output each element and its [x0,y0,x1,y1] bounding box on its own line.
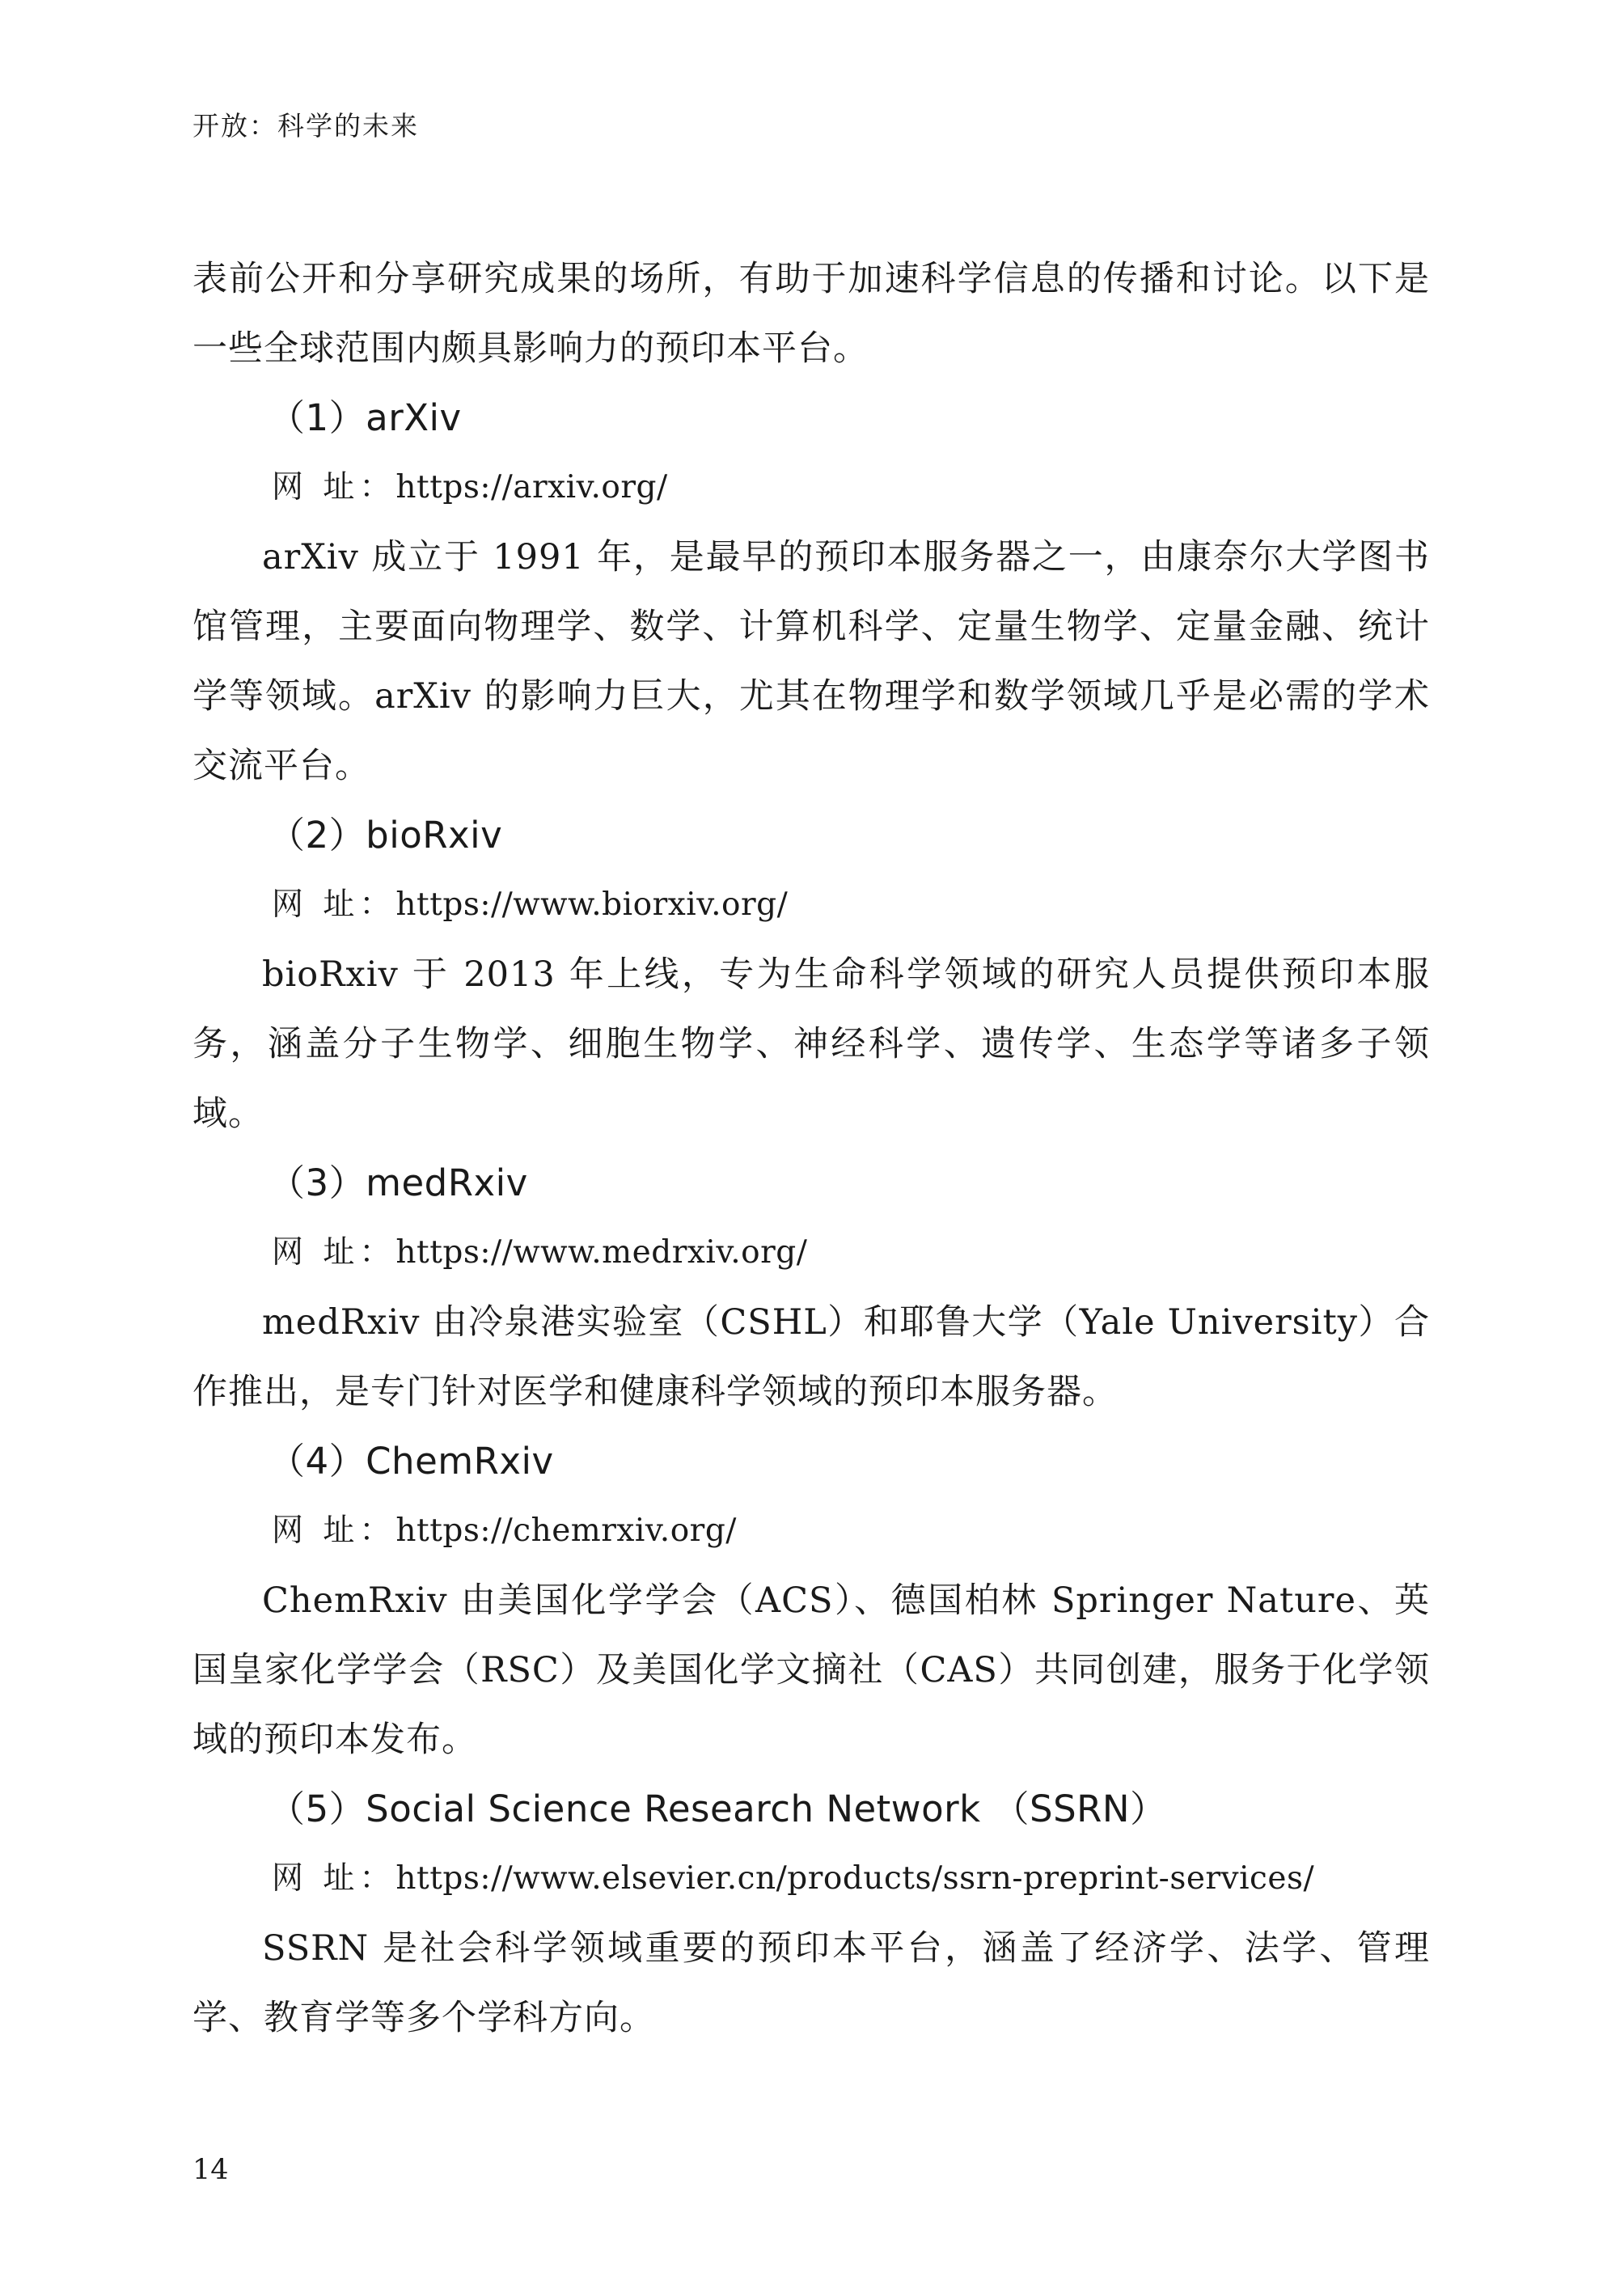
platform-heading: （2）bioRxiv [269,814,503,857]
platform-url-line [192,453,1430,522]
platform-section-chemrxiv [192,1427,1430,1775]
platform-section-arxiv [192,383,1430,801]
platform-description: bioRxiv 于 2013 年上线，专为生命科学领域的研究人员提供预印本服务，涵盖分子生物学、细胞生物学、神经科学、遗传学、生态学等诸多子领域。 [192,954,1430,1134]
page-number: 14 [192,2154,229,2186]
platform-url: https://www.biorxiv.org/ [395,886,789,923]
url-label: 网 址： [272,1234,396,1271]
url-label: 网 址： [272,1860,396,1897]
platform-url-line [192,870,1430,940]
platform-url: https://arxiv.org/ [395,469,668,506]
platform-description: ChemRxiv 由美国化学学会（ACS）、德国柏林 Springer Nature、英国皇家化学学会（RSC）及美国化学文摘社（CAS）共同创建，服务于化学领域的预印本发布。 [192,1580,1430,1760]
platform-heading: （5）Social Science Research Network （SSRN） [269,1787,1167,1830]
platform-url: https://chemrxiv.org/ [395,1512,737,1549]
url-label: 网 址： [272,469,396,506]
main-text [192,244,1430,2053]
platform-url: https://www.elsevier.cn/products/ssrn-preprint-services/ [395,1860,1315,1897]
platform-heading: （3）medRxiv [269,1161,528,1204]
platform-description: medRxiv 由冷泉港实验室（CSHL）和耶鲁大学（Yale University）合作推出，是专门针对医学和健康科学领域的预印本服务器。 [192,1302,1430,1412]
platform-section-medrxiv [192,1149,1430,1427]
platform-url-line [192,1844,1430,1914]
platform-section-ssrn [192,1775,1430,2053]
platform-description: SSRN 是社会科学领域重要的预印本平台，涵盖了经济学、法学、管理学、教育学等多个学科方向。 [192,1928,1430,2038]
platform-description: arXiv 成立于 1991 年，是最早的预印本服务器之一，由康奈尔大学图书馆管理，主要面向物理学、数学、计算机科学、定量生物学、定量金融、统计学等领域。arXiv 的影响力巨大，尤其在物理学和数学领域几乎是必需的学术交流平台。 [192,537,1430,786]
platform-url: https://www.medrxiv.org/ [395,1234,808,1271]
platform-heading: （1）arXiv [269,396,462,439]
platform-section-biorxiv [192,801,1430,1149]
platform-url-line [192,1218,1430,1288]
platform-url-line [192,1496,1430,1566]
url-label: 网 址： [272,886,396,923]
url-label: 网 址： [272,1512,396,1549]
running-head-title: 开放：科学的未来 [192,110,419,142]
platform-heading: （4）ChemRxiv [269,1440,554,1483]
intro-paragraph: 表前公开和分享研究成果的场所，有助于加速科学信息的传播和讨论。以下是一些全球范围内颇具影响力的预印本平台。 [192,259,1430,369]
